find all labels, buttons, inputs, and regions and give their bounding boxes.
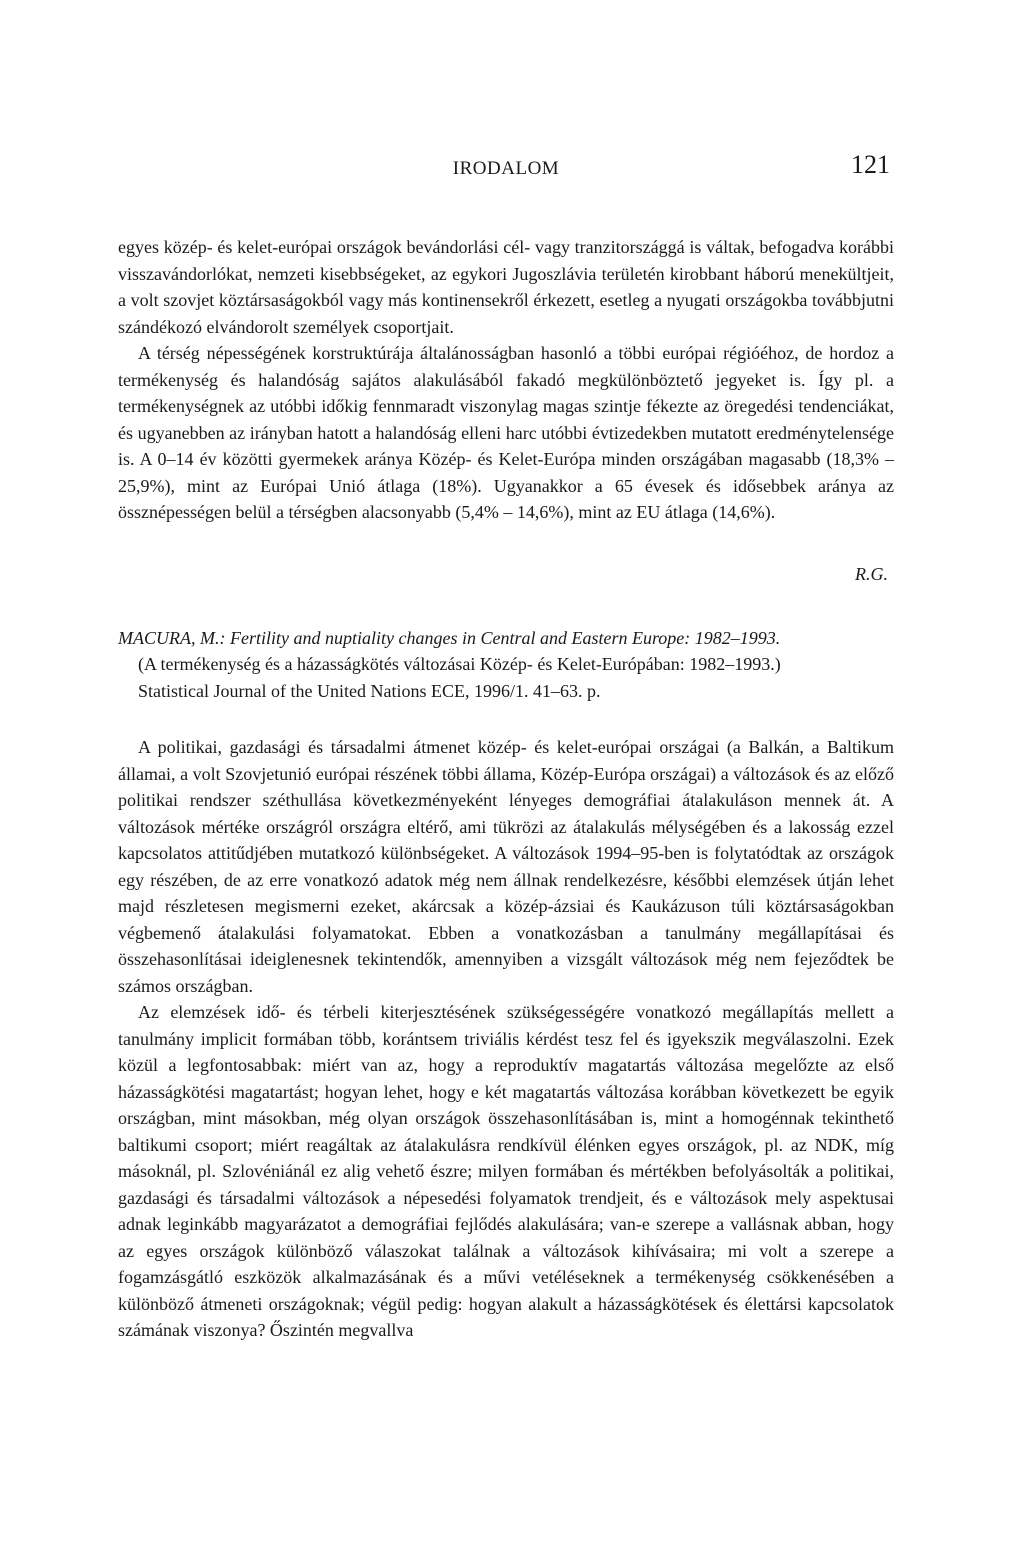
citation-source: Statistical Journal of the United Nations ECE, 1996/1. 41–63. p. <box>138 680 601 701</box>
review-1-paragraph-1: egyes közép- és kelet-európai országok bevándorlási cél- vagy tranzitországgá is váltak, befogadva korábbi visszavándorlókat, nemzeti kisebbségeket, az egykori Jugoszlávia területén kirobbant háború menekültjeit, a volt szovjet köztársaságokból vagy más kontinensekről érkezett, esetleg a nyugati országokba továbbjutni szándékozó elvándorolt személyek csoportjait. <box>118 237 894 337</box>
review-1-paragraph-2: A térség népességének korstruktúrája általánosságban hasonló a többi európai régióéhoz, de hordoz a termékenység és halandóság sajátos alakulásából fakadó megkülönböztető jegyeket is. Így pl. a termékenységnek az utóbbi időkig fennmaradt viszonylag magas szintje fékezte az öregedési tendenciákat, és ugyanebben az irányban hatott a halandóság elleni harc utóbbi évtizedekben mutatott eredménytelensége is. A 0–14 év közötti gyermekek aránya Közép- és Kelet-Európa minden országában magasabb (18,3% – 25,9%), mint az Európai Unió átlaga (18%). Ugyanakkor a 65 évesek és idősebbek aránya az össznépességen belül a térségben alacsonyabb (5,4% – 14,6%), mint az EU átlaga (14,6%). <box>118 343 894 522</box>
review-2-paragraph-1: A politikai, gazdasági és társadalmi átmenet közép- és kelet-európai országai (a Balkán, a Baltikum államai, a volt Szovjetunió európai részének többi állama, Közép-Európa országai) a változások és az előző politikai rendszer széthullása következményeként lényeges demográfiai átalakuláson mennek át. A változások mértéke országról országra eltérő, ami tükrözi az átalakulás mélységében és a lakosság ezzel kapcsolatos attitűdjében mutatkozó különbségeket. A változások 1994–95-ben is folytatódtak az országok egy részében, de az erre vonatkozó adatok még nem állnak rendelkezésre, későbbi elemzések útján lehet majd részletesen megismerni ezeket, akárcsak a közép-ázsiai és Kaukázuson túli köztársaságokban végbemenő átalakulási folyamatokat. Ebben a vonatkozásban a tanulmány megállapításai és összehasonlításai ideiglenesnek tekintendők, amennyiben a vizsgált változások még nem fejeződtek be számos országban. <box>118 737 894 996</box>
section-spacer <box>118 704 894 734</box>
citation-translated-title: (A termékenység és a házasságkötés változásai Közép- és Kelet-Európában: 1982–1993.) <box>138 654 781 674</box>
page-number: 121 <box>851 150 890 179</box>
citation-author: MACURA, M.: <box>118 627 226 648</box>
review-2-paragraph-2: Az elemzések idő- és térbeli kiterjesztésének szükségességére vonatkozó megállapítás mellett a tanulmány implicit formában több, korántsem triviális kérdést tesz fel és igyekszik megválaszolni. Ezek közül a legfontosabbak: miért van az, hogy a reproduktív magatartás változása megelőzte az első házasságkötési magatartást; hogyan lehet, hogy e két magatartás változása korábban következett be egyik országban, mint másokban, még olyan országok összehasonlításában is, mint a homogénnak tekinthető baltikumi csoport; miért reagáltak az átalakulásra rendkívül élénken egyes országok, pl. az NDK, míg másoknál, pl. Szlovéniánál ez alig vehető észre; milyen formában és mértékben befolyásolták a politikai, gazdasági és társadalmi változások a népesedési folyamatok trendjeit, és e változások mely aspektusai adnak leginkább magyarázatot a demográfiai fejlődés alakulására; van-e szerepe a vallásnak abban, hogy az egyes országok különböző válaszokat találnak a változások kihívásaira; mi volt a szerepe a fogamzásgátló eszközök alkalmazásának és a művi vetéléseknek a termékenység csökkenésében a különböző átmeneti országoknak; végül pedig: hogyan alakult a házasságkötések és élettársi kapcsolatok számának viszonya? Őszintén megvallva <box>118 1002 894 1340</box>
citation-original-title: Fertility and nuptiality changes in Central and Eastern Europe: 1982–1993. <box>229 627 781 648</box>
citation-details <box>118 651 894 704</box>
running-title: IRODALOM <box>452 158 560 179</box>
running-head <box>118 150 894 190</box>
review-1 <box>118 234 894 585</box>
review-2 <box>118 734 894 1344</box>
review-2-citation <box>118 625 894 705</box>
document-page <box>118 150 894 1344</box>
reviewer-signature: R.G. <box>855 563 888 584</box>
